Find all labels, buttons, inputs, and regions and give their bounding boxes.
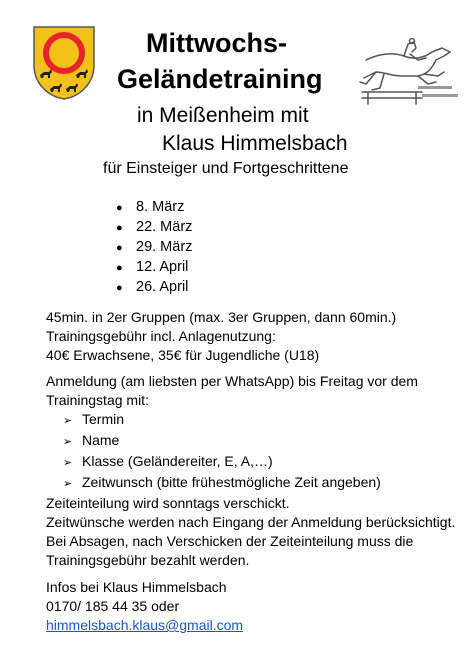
title-line-1: Mittwochs- — [146, 28, 287, 58]
date-item: ● 8. März — [116, 198, 192, 218]
field-item: ➢ Zeitwunsch (bitte frühestmögliche Zeit angeben) — [63, 473, 381, 494]
arrow-bullet-icon: ➢ — [63, 478, 73, 490]
audience-text: für Einsteiger und Fortgeschrittene — [103, 160, 349, 177]
field-item: ➢ Termin — [63, 410, 381, 431]
registration-fields — [63, 410, 381, 494]
pricing-line: 45min. in 2er Gruppen (max. 3er Gruppen, dann 60min.) — [46, 309, 397, 325]
arrow-bullet-icon: ➢ — [63, 436, 73, 448]
notes-line: Trainingsgebühr bezahlt werden. — [46, 552, 250, 568]
arrow-bullet-icon: ➢ — [63, 415, 73, 427]
contact-block — [46, 578, 243, 635]
field-item: ➢ Klasse (Geländereiter, E, A,…) — [63, 452, 381, 473]
pricing-block — [46, 308, 396, 365]
date-item: ● 26. April — [116, 278, 192, 298]
bullet-icon: ● — [116, 282, 123, 294]
email-link[interactable]: himmelsbach.klaus@gmail.com — [46, 617, 244, 633]
notes-line: Bei Absagen, nach Verschicken der Zeiteinteilung muss die — [46, 533, 414, 549]
pricing-line: 40€ Erwachsene, 35€ für Jugendliche (U18) — [46, 347, 320, 363]
pricing-line: Trainingsgebühr incl. Anlagenutzung: — [46, 328, 276, 344]
contact-name: Infos bei Klaus Himmelsbach — [46, 579, 227, 595]
bullet-icon: ● — [116, 262, 123, 274]
registration-line: Trainingstag mit: — [46, 392, 149, 408]
horse-jumping-icon — [358, 38, 462, 108]
location-line-1: in Meißenheim mit — [137, 104, 309, 127]
registration-line: Anmeldung (am liebsten per WhatsApp) bis Freitag vor dem — [46, 373, 418, 389]
date-item: ● 22. März — [116, 218, 192, 238]
title-line-2: Geländetraining — [117, 64, 323, 94]
location-line-2: Klaus Himmelsbach — [162, 132, 348, 155]
notes-line: Zeitwünsche werden nach Eingang der Anmeldung berücksichtigt. — [46, 514, 456, 530]
date-item: ● 12. April — [116, 258, 192, 278]
field-item: ➢ Name — [63, 431, 381, 452]
date-list — [116, 198, 192, 298]
notes-block — [46, 494, 455, 570]
date-item: ● 29. März — [116, 238, 192, 258]
coat-of-arms-icon — [32, 25, 96, 101]
contact-phone: 0170/ 185 44 35 oder — [46, 598, 180, 614]
notes-line: Zeiteinteilung wird sonntags verschickt. — [46, 495, 290, 511]
bullet-icon: ● — [116, 222, 123, 234]
bullet-icon: ● — [116, 242, 123, 254]
arrow-bullet-icon: ➢ — [63, 457, 73, 469]
bullet-icon: ● — [116, 202, 123, 214]
registration-block — [46, 372, 418, 410]
